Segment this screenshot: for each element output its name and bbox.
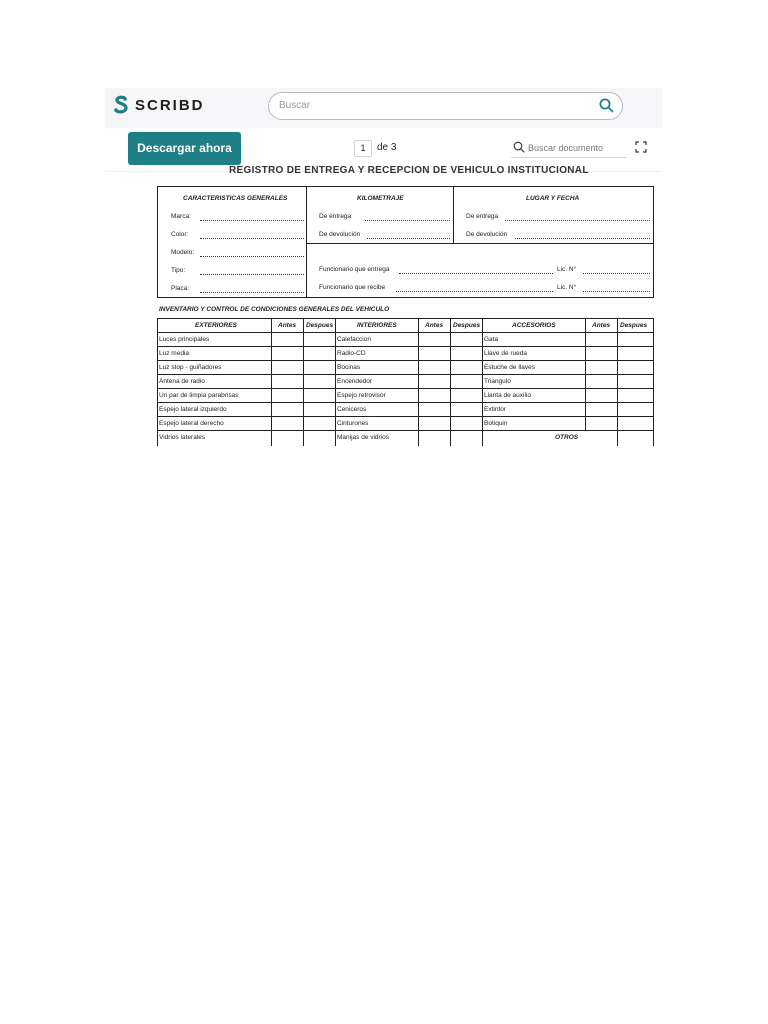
field-label: Modelo: (171, 249, 195, 256)
field-label: Placa: (171, 285, 190, 292)
field-label: De entrega (466, 213, 499, 220)
table-row-label: Llave de rueda (484, 350, 528, 357)
field-line (399, 273, 553, 274)
field-label: Funcionario que recibe (319, 284, 386, 291)
field-line (396, 291, 553, 292)
field-line (200, 274, 304, 275)
field-label: De devolución (319, 231, 361, 238)
divider (271, 318, 272, 446)
vehicle-info-table (157, 186, 654, 298)
table-row-label: Triangulo (484, 378, 511, 385)
document-search-placeholder: Buscar documento (528, 143, 604, 153)
field-label: Marca: (171, 213, 191, 220)
field-line (200, 220, 304, 221)
table-row-label: Bocinas (337, 364, 361, 371)
table-row-label: Llanta de auxilio (484, 392, 531, 399)
download-button[interactable]: Descargar ahora (128, 132, 241, 165)
top-header (105, 88, 662, 128)
divider (335, 318, 336, 446)
document-search-input[interactable] (511, 138, 627, 158)
divider (453, 186, 454, 243)
table-row-label: Calefaccion (337, 336, 371, 343)
fullscreen-icon[interactable] (635, 141, 647, 153)
field-label: De entrega (319, 213, 352, 220)
table-row-label: Espejo retrovisor (337, 392, 386, 399)
field-line (583, 273, 650, 274)
field-label: Lic. N° (557, 266, 577, 273)
table-row-label: Espejo lateral derecho (159, 420, 224, 427)
field-label: Color: (171, 231, 189, 238)
field-label: Tipo: (171, 267, 186, 274)
table-row-label: Luz media (159, 350, 189, 357)
search-placeholder: Buscar (279, 100, 311, 111)
field-line (583, 291, 650, 292)
divider (617, 318, 618, 446)
field-line (200, 238, 304, 239)
divider (157, 374, 654, 375)
inventory-heading: INVENTARIO Y CONTROL DE CONDICIONES GENERALES DEL VEHICULO (159, 306, 390, 313)
divider (450, 318, 451, 446)
col-despues: Despues (453, 322, 481, 329)
table-row-label: Un par de limpia parabrisas (159, 392, 239, 399)
divider (157, 360, 654, 361)
table-row-label: Encendedor (337, 378, 373, 385)
viewer-frame (105, 88, 662, 446)
otros-heading: OTROS (555, 434, 579, 441)
divider (157, 416, 654, 417)
field-label: De devolución (466, 231, 508, 238)
divider (482, 318, 483, 446)
table-row-label: Vidrios laterales (159, 434, 206, 441)
col-antes: Antes (425, 322, 444, 329)
search-icon[interactable] (599, 98, 614, 113)
table-row-label: Radio-CD (337, 350, 366, 357)
document-title: REGISTRO DE ENTREGA Y RECEPCION DE VEHICULO INSTITUCIONAL (229, 165, 589, 176)
divider (157, 430, 654, 431)
col-despues: Despues (620, 322, 648, 329)
table-row-label: Espejo lateral izquierdo (159, 406, 227, 413)
field-line (365, 220, 450, 221)
field-line (505, 220, 650, 221)
divider (306, 243, 654, 244)
table-row-label: Extintor (484, 406, 507, 413)
col-accesorios: ACCESORIOS (512, 322, 556, 329)
divider (157, 402, 654, 403)
table-row-label: Ceniceros (337, 406, 367, 413)
table-row-label: Antena de radio (159, 378, 205, 385)
col-despues: Despues (306, 322, 334, 329)
search-icon (513, 141, 525, 153)
kilometraje-heading: KILOMETRAJE (357, 195, 404, 202)
col-antes: Antes (592, 322, 611, 329)
search-input[interactable] (268, 92, 623, 120)
field-label: Funcionario que entrega (319, 266, 390, 273)
field-line (200, 256, 304, 257)
scribd-logo-icon (113, 95, 129, 115)
divider (418, 318, 419, 446)
logo-text: SCRIBD (135, 96, 205, 114)
divider (157, 346, 654, 347)
page-count-label: de 3 (377, 142, 397, 153)
general-heading: CARACTERISTICAS GENERALES (183, 195, 288, 202)
table-row-label: Manijas de vidrios (337, 434, 390, 441)
divider (157, 388, 654, 389)
document-page (105, 165, 662, 446)
table-row-label: Estuche de llaves (484, 364, 535, 371)
table-row-label: Luz stop - guiñadores (159, 364, 222, 371)
col-antes: Antes (278, 322, 297, 329)
divider (303, 318, 304, 446)
divider (157, 332, 654, 333)
table-row-label: Cinturones (337, 420, 369, 427)
lugar-heading: LUGAR Y FECHA (526, 195, 580, 202)
divider (306, 186, 307, 298)
scribd-logo[interactable] (113, 95, 205, 115)
col-interiores: INTERIORES (357, 322, 397, 329)
col-exteriores: EXTERIORES (195, 322, 237, 329)
field-line (515, 238, 650, 239)
table-row-label: Botiquin (484, 420, 508, 427)
table-row-label: Gata (484, 336, 499, 343)
field-line (200, 292, 304, 293)
inventory-table (157, 318, 654, 446)
field-label: Lic. N° (557, 284, 577, 291)
field-line (367, 238, 450, 239)
table-row-label: Luces principales (159, 336, 210, 343)
page-number-input[interactable]: 1 (354, 140, 372, 157)
